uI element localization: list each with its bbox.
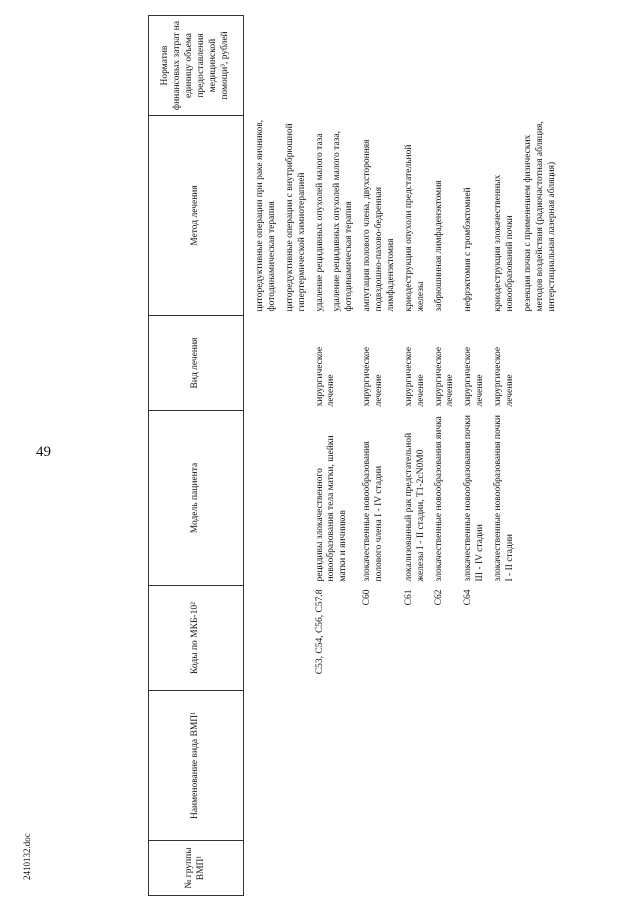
table-container <box>148 16 616 896</box>
vmp-name-cell <box>312 691 360 841</box>
treatment-type-cell: хирургическое лечение <box>403 346 426 407</box>
treatment-method-item: ампутация полового члена, двухсторонняя подвздошно-пахово-бедренная лимфаденэктомия <box>362 139 396 312</box>
cost-norm-cell <box>401 16 431 116</box>
table-row <box>252 16 312 896</box>
group-number-cell <box>401 841 431 896</box>
treatment-method-cell <box>359 116 401 316</box>
group-number-cell <box>460 841 490 896</box>
treatment-type-cell: хирургическое лечение <box>362 346 384 407</box>
patient-model-cell: злокачественные новообразования почки III - IV стадии <box>463 415 486 582</box>
cost-norm-cell <box>312 16 360 116</box>
group-number-cell <box>490 841 561 896</box>
vmp-name-cell <box>431 691 461 841</box>
treatment-method-item: удаление рецидивных опухолей малого таза, фотодинамическая терапия <box>332 131 355 312</box>
treatment-method-item: нефрэктомия с тромбэктомией <box>463 187 474 312</box>
page-number: 49 <box>36 444 51 460</box>
cost-norm-cell <box>431 16 461 116</box>
treatment-method-cell <box>490 116 561 316</box>
header-patient-model: Модель пациента <box>149 411 244 586</box>
cost-norm-cell <box>490 16 561 116</box>
document-id: 2410132.doc <box>22 833 32 880</box>
vmp-table <box>148 15 561 896</box>
patient-model-cell: злокачественные новообразования яичка <box>433 416 444 582</box>
group-number-cell <box>312 841 360 896</box>
treatment-type-cell <box>252 316 312 411</box>
header-group-number: № группы ВМП¹ <box>149 841 244 896</box>
treatment-method-item: циторедуктивные операции с внутрибрюшной гипертермической химиотерапией <box>284 123 307 312</box>
treatment-method-item: циторедуктивные операции при раке яичников, фотодинамическая терапия <box>255 119 277 312</box>
treatment-type-cell: хирургическое лечение <box>463 346 486 407</box>
vmp-name-cell <box>460 691 490 841</box>
vmp-name-cell <box>490 691 561 841</box>
treatment-method-item: криодеструкция опухоли предстательной железы <box>403 144 426 312</box>
header-treatment-method: Метод лечения <box>149 116 244 316</box>
cost-norm-cell <box>460 16 490 116</box>
patient-model-cell: локализованный рак предстательной железы I - II стадии, T1-2cN0M0 <box>403 432 426 582</box>
icd-code-cell: C61 <box>403 589 414 606</box>
table-row <box>460 16 490 896</box>
icd-code-cell: C53, C54, C56, C57.8 <box>314 589 325 675</box>
group-number-cell <box>431 841 461 896</box>
cost-norm-cell <box>252 16 312 116</box>
header-vmp-name: Наименование вида ВМП¹ <box>149 691 244 841</box>
treatment-method-item: криодеструкция злокачественных новообразований почки <box>493 174 515 312</box>
table-row <box>312 16 360 896</box>
treatment-method-cell <box>460 116 490 316</box>
group-number-cell <box>252 841 312 896</box>
treatment-method-item: удаление рецидивных опухолей малого таза <box>314 133 325 312</box>
patient-model-cell: злокачественные новообразования полового члена I - IV стадии <box>362 441 384 582</box>
vmp-name-cell <box>252 691 312 841</box>
treatment-method-cell <box>401 116 431 316</box>
icd-code-cell: C64 <box>463 589 474 606</box>
table-row <box>359 16 401 896</box>
treatment-method-cell <box>312 116 360 316</box>
icd-code-cell <box>490 586 561 691</box>
header-icd-codes: Коды по МКБ-10² <box>149 586 244 691</box>
treatment-method-cell <box>431 116 461 316</box>
treatment-type-cell: хирургическое лечение <box>493 346 515 407</box>
treatment-method-item: забрюшинная лимфаденэктомия <box>433 180 444 312</box>
vmp-name-cell <box>401 691 431 841</box>
vmp-name-cell <box>359 691 401 841</box>
icd-code-cell: C62 <box>433 589 444 606</box>
table-row <box>490 16 561 896</box>
header-cost-norm: Норматив финансовых затрат на единицу объема предоставления медицинской помощи³, рублей <box>149 16 244 116</box>
treatment-type-cell: хирургическое лечение <box>433 346 456 407</box>
patient-model-cell: рецидивы злокачественного новообразования тела матки, шейки матки и яичников <box>314 435 349 582</box>
cost-norm-cell <box>359 16 401 116</box>
table-header-row <box>149 16 244 896</box>
treatment-type-cell: хирургическое лечение <box>314 346 337 407</box>
table-row <box>431 16 461 896</box>
icd-code-cell: C60 <box>362 589 373 606</box>
treatment-method-cell <box>252 116 312 316</box>
patient-model-cell <box>252 411 312 586</box>
patient-model-cell: злокачественные новообразования почки I - II стадии <box>493 415 515 582</box>
treatment-method-item: резекция почки с применением физических методов воздействия (радиочастотная абляция, интерстициальная лазерная абляция) <box>522 121 557 312</box>
table-body <box>252 16 561 896</box>
header-treatment-type: Вид лечения <box>149 316 244 411</box>
group-number-cell <box>359 841 401 896</box>
table-row <box>401 16 431 896</box>
icd-code-cell <box>252 586 312 691</box>
